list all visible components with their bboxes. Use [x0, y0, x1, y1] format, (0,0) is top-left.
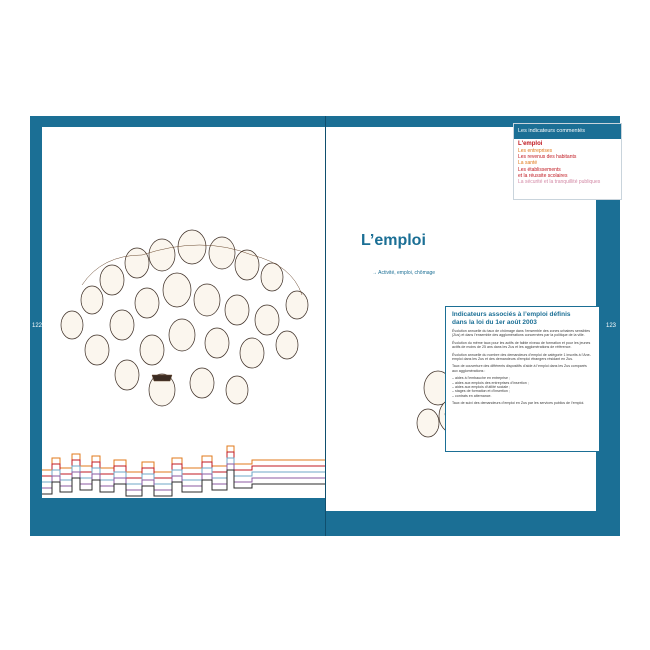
- infobox-paragraph-5: Taux de suivi des demandeurs d’emploi en Zus par les services publics de l’emploi.: [452, 401, 585, 406]
- infobox-paragraph-3: Évolution annuelle du nombre des demandeurs d’emploi de catégorie 1 inscrits à l’Ane-emploi dans les Zus et des demandeurs d’emploi étrangers résidant en Zus.: [452, 352, 591, 362]
- indicator-item: La sécurité et la tranquillité publiques: [518, 179, 601, 186]
- infobox-paragraph-2: Évolution du même taux pour les actifs de faible niveau de formation et pour les jeunes actifs de moins de 25 ans dans les Zus et les agglomérations de référence.: [452, 340, 591, 350]
- page-number-right: 123: [606, 323, 617, 329]
- indicator-item: Les entreprises: [518, 148, 553, 154]
- infobox-list-item: – aides aux emplois d’utilité sociale ;: [452, 385, 511, 390]
- infobox-list-item: – stages de formation et d’insertion ;: [452, 389, 510, 394]
- associated-indicators-box: [445, 306, 600, 452]
- page-title: L’emploi: [361, 232, 426, 249]
- indicators-menu-list: [514, 139, 621, 187]
- city-skyline-illustration: [42, 438, 325, 513]
- indicator-item: et la réussite scolaires: [518, 172, 568, 179]
- crowd-illustration: [42, 225, 325, 435]
- page-number-left: 122: [32, 323, 43, 329]
- section-subtitle: → Activité, emploi, chômage: [372, 270, 436, 276]
- infobox-list: [452, 376, 593, 398]
- infobox-paragraph-1: Évolution annuelle du taux de chômage dans l’ensemble des zones urbaines sensibles (Zus) et dans l’ensemble des agglomérations concernées par la politique de la ville.: [452, 329, 591, 338]
- infobox-list-item: – contrats en alternance.: [452, 393, 492, 398]
- indicator-item: Les revenus des habitants: [518, 154, 577, 161]
- indicator-item: Les établissements: [518, 166, 561, 173]
- infobox-heading-line1: Indicateurs associés à l’emploi définis: [452, 311, 571, 318]
- infobox-list-item: – aides à l’embauche en entreprise ;: [452, 376, 510, 381]
- indicator-item: L'emploi: [518, 141, 543, 147]
- infobox-paragraph-4: Taux de couverture des différents dispositifs d’aide à l’emploi dans les Zus comparés aux agglomérations :: [452, 364, 587, 373]
- indicators-menu: [513, 123, 622, 200]
- infobox-list-item: – aides aux emplois des entreprises d’insertion ;: [452, 380, 529, 385]
- infobox-heading: [452, 311, 593, 326]
- spine: [325, 116, 326, 536]
- indicator-item: La santé: [518, 160, 538, 167]
- infobox-heading-line2: dans la loi du 1er août 2003: [452, 318, 537, 326]
- indicators-menu-header: Les indicateurs commentés: [514, 124, 621, 139]
